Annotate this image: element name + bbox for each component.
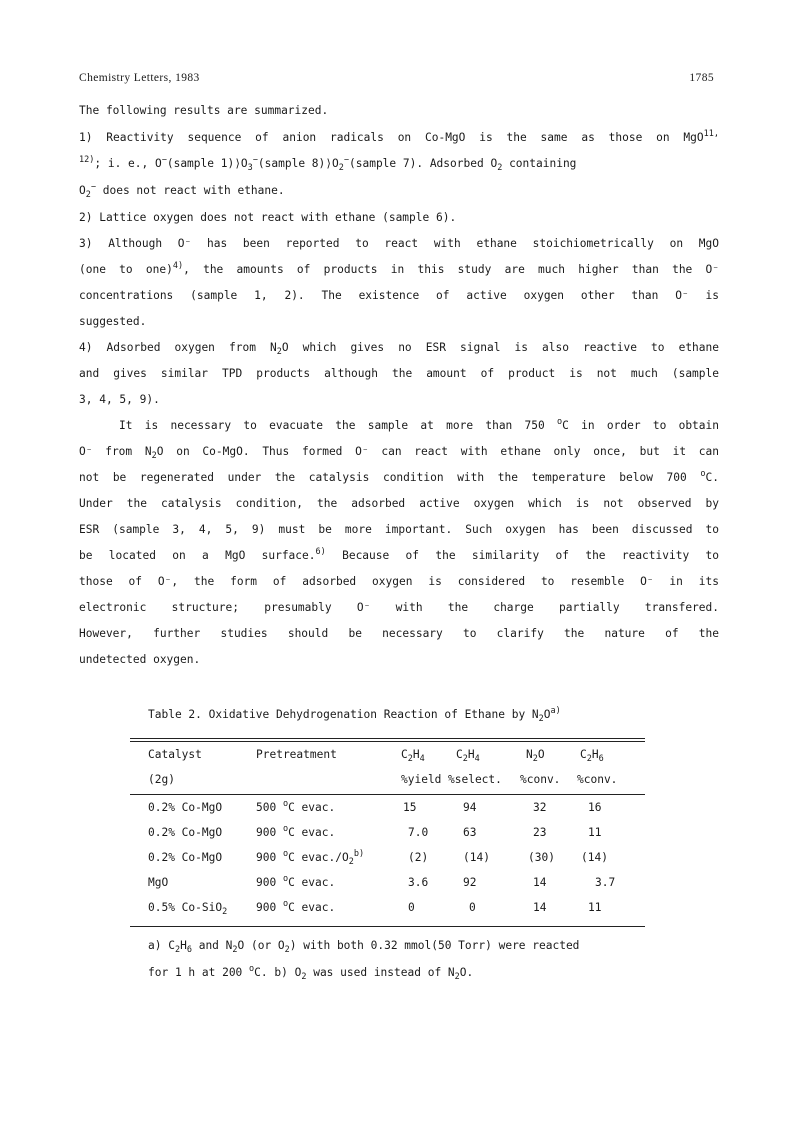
text-line: $O_2^-$ does not react with ethane. [79,182,285,200]
paper-page: Chemistry Letters, 1983 1785 The following results are summarized. 1) Reactivity sequence of anion radicals on Co-MgO is the same as those on MgO$^{11,}$ $^{12)}$; i. e., O−(sample $1)⟩O_3^-(sample$ $8)⟩O_2^-(sample$ 7). Adsorbed $O_2$ containing $O_2^-$ does not react with ethane. 2) Lattice oxygen does not react with ethane (sample 6). 3) Although O⁻ has been reported to react with ethane stoichiometrically on MgO (one to one)$^{4)}$, the amounts of products in this study are much higher than the O⁻ concentrations (sample 1, 2). The existence of active oxygen other than O⁻ is suggested. 4) Adsorbed oxygen from $N_2O$ which gives no ESR signal is also reactive to ethane and gives similar TPD products although the amount of product is not much (sample 3, 4, 5, 9). It is necessary to evacuate the sample at more than 750 $^o$C in order to obtain O⁻ from $N_2O$ on Co-MgO. Thus formed O⁻ can react with ethane only once, but it can not be regenerated under the catalysis condition with the temperature below 700 $^o$C. Under the catalysis condition, the adsorbed active oxygen which is not observed by ESR (sample 3, 4, 5, 9) must be more important. Such oxygen has been discussed to be located on a MgO surface.$^{6)}$ Because of the similarity of the reactivity to those of O⁻, the form of adsorbed oxygen is considered to resemble O⁻ in its electronic structure; presumably O⁻ with the charge partially transfered. However, further studies should be necessary to clarify the nature of the undetected oxygen. Table 2. Oxidative Dehydrogenation Reaction of Ethane by $N_2O^{a)}$ Catalyst (2g) Pretreatment $C_2H_4$ %yield $C_2H_4$ %select. $N_2O$ %conv. $C_2H_6$ %conv. 0.2% Co-MgO 500 $^o$C evac. 15 94 32 16 0.2% Co-MgO 900 $^o$C evac. 7.0 63 23 11 0.2% Co-MgO 900 $^o$C $evac./O_2^{b)}$ (2) (14) (30) (14) MgO 900 $^o$C evac. 3.6 92 14 3.7 0.5% Co-SiO$_2$ 900 $^o$C evac. 0 0 14 11 a) $C_2H_6$ and $N_2O$ (or $O_2$) with both 0.32 mmol(50 Torr) were reacted for 1 h at 200 $^o$C. b) $O_2$ was used instead of $N_2O$. [79,72,720,982]
table-header-rule [130,794,645,795]
text-line: 3) Although O⁻ has been reported to react with ethane stoichiometrically on MgO [79,237,719,250]
column-unit-yield: %yield [401,773,442,786]
running-header-page-number: 1785 [689,72,714,84]
table-footnote-b: for 1 h at 200 $^o$C. b) $O_2$ was used instead of $N_2O$. [148,964,474,982]
text-line: (one to one)$^{4)}$, the amounts of products in this study are much higher than the O⁻ [79,261,720,276]
citation: 6) [315,547,326,557]
text-line: suggested. [79,315,147,328]
text-line: not be regenerated under the catalysis condition with the temperature below 700 $^o$C. [79,469,719,484]
column-unit-select: %select. [448,773,502,786]
table-footnote-a: a) $C_2H_6$ and $N_2O$ (or $O_2$) with both 0.32 mmol(50 Torr) were reacted [148,939,580,955]
text-line: 1) Reactivity sequence of anion radicals on Co-MgO is the same as those on MgO$^{11,}$ [79,129,719,144]
text-line: electronic structure; presumably O⁻ with the charge partially transfered. [79,601,719,614]
column-header-n2o: $N_2O$ [526,748,545,764]
citation: 11, [703,129,719,139]
table-bottom-rule [130,926,645,927]
text-line: 2) Lattice oxygen does not react with ethane (sample 6). [79,211,457,224]
text-line: Under the catalysis condition, the adsorbed active oxygen which is not observed by [79,497,719,510]
text-line: 4) Adsorbed oxygen from $N_2O$ which gives no ESR signal is also reactive to ethane [79,341,719,357]
column-header-c2h4-yield: $C_2H_4$ [401,748,425,764]
citation: 12) [79,155,95,165]
text-line: and gives similar TPD products although the amount of product is not much (sample [79,367,719,380]
text-line: undetected oxygen. [79,653,201,666]
column-header-c2h4-select: $C_2H_4$ [456,748,480,764]
column-header-catalyst: Catalyst [148,748,202,761]
citation: 4) [172,261,184,271]
text-line: $^{12)}$; i. e., O−(sample $1)⟩O_3^-(sample$ $8)⟩O_2^-(sample$ 7). Adsorbed $O_2$ containing [79,155,577,173]
table-top-rule-double [130,741,645,742]
text-line: It is necessary to evacuate the sample at more than 750 $^o$C in order to obtain [119,417,719,432]
column-header-catalyst-unit: (2g) [148,773,175,786]
running-header-journal: Chemistry Letters, 1983 [79,72,200,84]
column-header-pretreatment: Pretreatment [256,748,337,761]
text-line: concentrations (sample 1, 2). The existence of active oxygen other than O⁻ is [79,289,719,302]
table-caption: Table 2. Oxidative Dehydrogenation Reaction of Ethane by $N_2O^{a)}$ [148,706,561,724]
table-top-rule [130,738,645,739]
column-header-c2h6: $C_2H_6$ [580,748,604,764]
text-line: ESR (sample 3, 4, 5, 9) must be more important. Such oxygen has been discussed to [79,523,719,536]
text-line: The following results are summarized. [79,104,329,117]
text-line: 3, 4, 5, 9). [79,393,160,406]
text-line: However, further studies should be necessary to clarify the nature of the [79,627,719,640]
text-line: those of O⁻, the form of adsorbed oxygen is considered to resemble O⁻ in its [79,575,719,588]
column-unit-conv-c2h6: %conv. [577,773,618,786]
column-unit-conv-n2o: %conv. [520,773,561,786]
text-line: O⁻ from $N_2O$ on Co-MgO. Thus formed O⁻ can react with ethane only once, but it can [79,445,719,461]
text-line: be located on a MgO surface.$^{6)}$ Because of the similarity of the reactivity to [79,547,719,562]
